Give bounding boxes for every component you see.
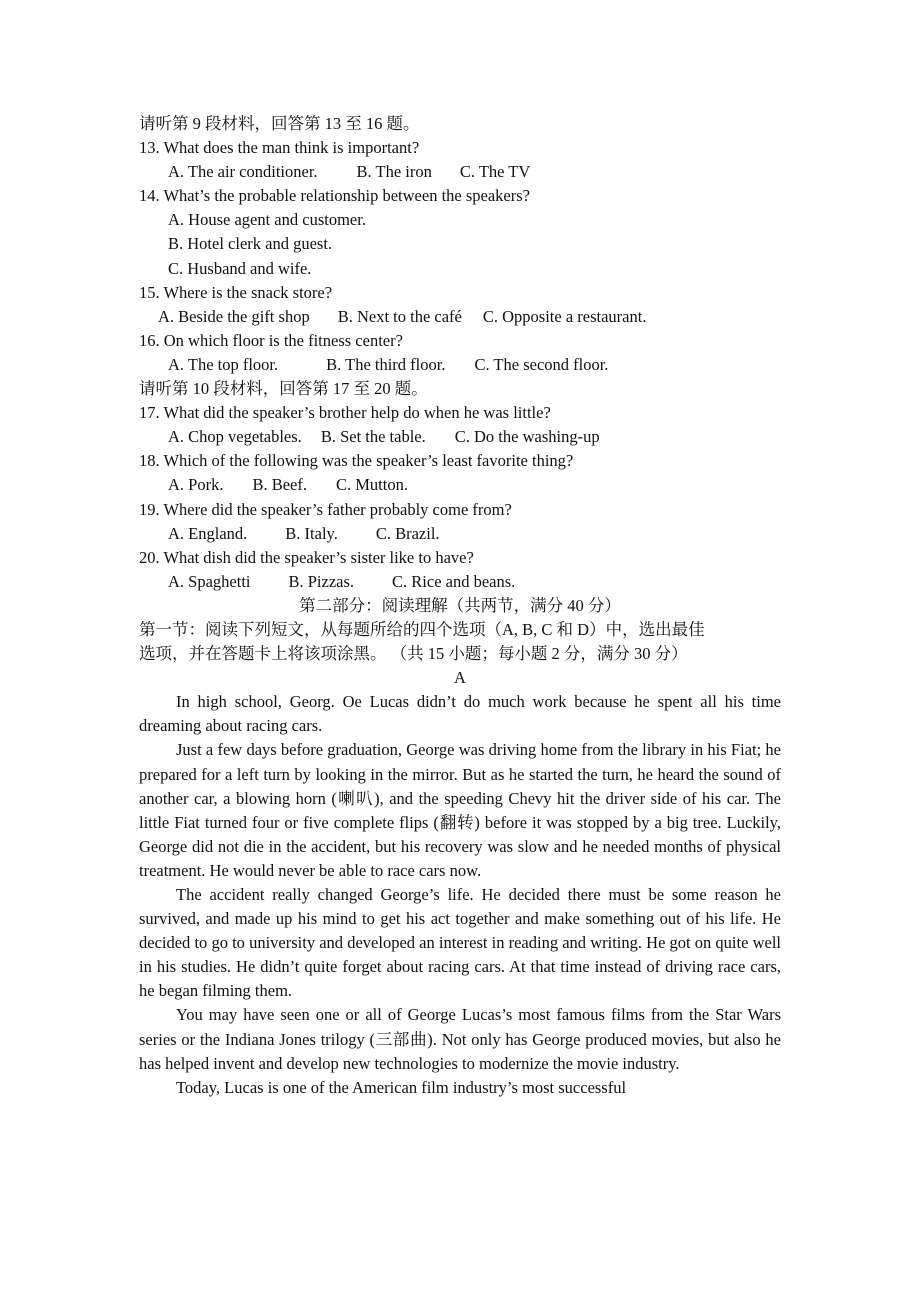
option-17b: B. Set the table.: [320, 427, 426, 447]
question-17-options: [139, 425, 781, 449]
option-16c: C. The second floor.: [474, 354, 609, 374]
question-13-options: [139, 160, 781, 184]
passage-label: A: [454, 668, 466, 688]
option-15b: B. Next to the café: [337, 306, 462, 326]
question-19-options: [139, 522, 781, 546]
option-16b: B. The third floor.: [326, 354, 446, 374]
part-2-title: 第二部分：阅读理解（共两节，满分 40 分）: [299, 595, 621, 615]
question-20-options: [139, 570, 781, 594]
question-14-stem: 14. What’s the probable relationship between the speakers?: [139, 186, 530, 206]
question-13-stem: 13. What does the man think is important?: [139, 138, 420, 158]
question-15-stem: 15. Where is the snack store?: [139, 282, 333, 302]
option-20c: C. Rice and beans.: [392, 571, 516, 591]
passage-paragraph-4: You may have seen one or all of George Lucas’s most famous films from the Star Wars series or the Indiana Jones trilogy (三部曲). Not only has George produced movies, but also he has helped invent and develop new technologies to modernize the movie industry.: [139, 1005, 781, 1073]
option-18a: A. Pork.: [168, 475, 224, 495]
section-10-instruction: 请听第 10 段材料，回答第 17 至 20 题。: [139, 379, 428, 399]
question-17-stem: 17. What did the speaker’s brother help do when he was little?: [139, 403, 551, 423]
option-20a: A. Spaghetti: [168, 571, 251, 591]
option-17c: C. Do the washing-up: [454, 427, 600, 447]
option-14b: B. Hotel clerk and guest.: [168, 234, 333, 254]
option-19a: A. England.: [168, 523, 248, 543]
option-17a: A. Chop vegetables.: [168, 427, 302, 447]
option-15a: A. Beside the gift shop: [158, 306, 310, 326]
question-16-stem: 16. On which floor is the fitness center?: [139, 330, 403, 350]
option-15c: C. Opposite a restaurant.: [482, 306, 647, 326]
section-1-instruction-line-1: 第一节：阅读下列短文，从每题所给的四个选项（A, B, C 和 D）中，选出最佳: [139, 619, 705, 639]
page-content: [139, 112, 781, 1100]
option-18b: B. Beef.: [252, 475, 307, 495]
question-16-options: [139, 353, 781, 377]
passage-paragraph-2: Just a few days before graduation, George was driving home from the library in his Fiat; he prepared for a left turn by looking in the mirror. But as he started the turn, he heard the sound of another car, a blowing horn (喇叭), and the speeding Chevy hit the driver side of his car. The little Fiat turned four or five complete flips (翻转) before it was stopped by a big tree. Luckily, George did not die in the accident, but his recovery was slow and he needed months of physical treatment. He would never be able to race cars now.: [139, 740, 781, 880]
question-18-options: [139, 473, 781, 497]
question-18-stem: 18. Which of the following was the speaker’s least favorite thing?: [139, 451, 574, 471]
question-19-stem: 19. Where did the speaker’s father probably come from?: [139, 499, 512, 519]
passage-paragraph-5: Today, Lucas is one of the American film industry’s most successful: [176, 1077, 627, 1097]
option-14c: C. Husband and wife.: [168, 258, 312, 278]
option-19b: B. Italy.: [285, 523, 338, 543]
passage-paragraph-1: In high school, Georg. Oe Lucas didn’t do much work because he spent all his time dreaming about racing cars.: [139, 692, 781, 736]
question-20-stem: 20. What dish did the speaker’s sister like to have?: [139, 547, 474, 567]
option-13a: A. The air conditioner.: [168, 162, 318, 182]
passage-paragraph-3: The accident really changed George’s life. He decided there must be some reason he survived, and made up his mind to get his act together and make something out of his life. He decided to go to university and developed an interest in reading and writing. He got on quite well in his studies. He didn’t quite forget about racing cars. At that time instead of driving race cars, he began filming them.: [139, 885, 781, 1001]
option-13c: C. The TV: [459, 162, 531, 182]
option-20b: B. Pizzas.: [288, 571, 355, 591]
question-15-options: [139, 305, 781, 329]
option-13b: B. The iron: [356, 162, 432, 182]
option-14a: A. House agent and customer.: [168, 210, 366, 230]
section-9-instruction: 请听第 9 段材料，回答第 13 至 16 题。: [139, 114, 420, 133]
option-16a: A. The top floor.: [168, 354, 279, 374]
section-1-instruction-line-2: 选项，并在答题卡上将该项涂黑。 （共 15 小题；每小题 2 分，满分 30 分）: [139, 644, 688, 664]
option-19c: C. Brazil.: [375, 523, 440, 543]
option-18c: C. Mutton.: [336, 475, 408, 495]
